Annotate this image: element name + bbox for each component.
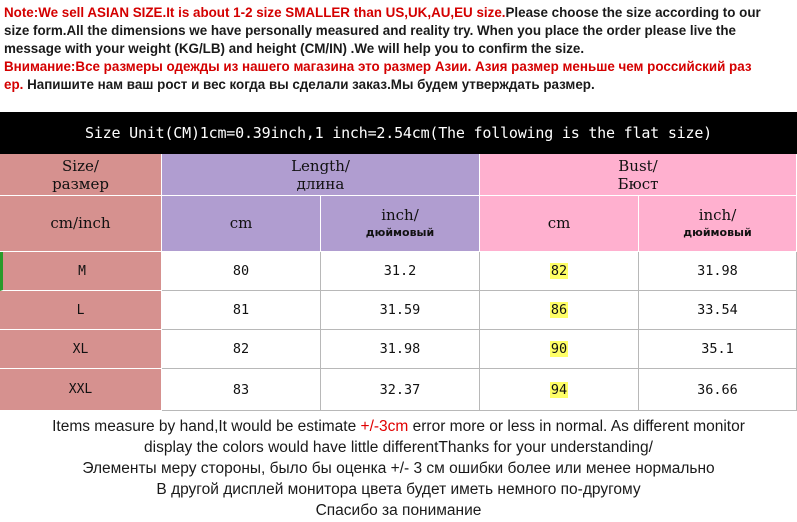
subheader-length-inch (321, 196, 480, 252)
header-bust-ru: Бюст (617, 174, 659, 193)
cell-length-inch: 31.98 (321, 330, 480, 369)
cell-length-inch: 31.2 (321, 252, 480, 291)
header-size (0, 154, 162, 196)
size-unit-header: Size Unit(CM)1cm=0.39inch,1 inch=2.54cm(The following is the flat size) (0, 112, 797, 154)
subheader-unit-label: cm/inch (50, 214, 111, 232)
disclaimer-en-a: Items measure by hand,It would be estimate (52, 418, 361, 435)
disclaimer-ru-thanks: Спасибо за понимание (315, 502, 482, 519)
subheader-bust-cm-label: cm (547, 214, 571, 232)
cell-size: M (0, 252, 162, 291)
cell-length-inch: 31.59 (321, 291, 480, 330)
size-notice (4, 4, 794, 94)
cell-length-cm: 83 (162, 369, 321, 411)
disclaimer-ru-2: В другой дисплей монитора цвета будет иметь немного по-другому (156, 481, 641, 498)
cell-bust-cm-value: 86 (550, 302, 568, 318)
disclaimer-en-2: display the colors would have little differentThanks for your understanding/ (144, 439, 653, 456)
notice-warning-ru-end: ер. (4, 77, 24, 92)
notice-instruction: Please choose the size according to our (505, 5, 761, 20)
subheader-bust-inch-label: inch/ (698, 205, 737, 224)
cell-bust-inch (639, 252, 797, 291)
subheader-bust-cm (480, 196, 639, 252)
cell-bust-inch: 35.1 (639, 330, 797, 369)
header-bust (480, 154, 797, 196)
header-size-ru: размер (52, 174, 109, 193)
cell-length-cm: 82 (162, 330, 321, 369)
cell-length-cm: 81 (162, 291, 321, 330)
subheader-unit (0, 196, 162, 252)
cell-bust-inch-value: 31.98 (697, 263, 738, 279)
notice-instruction-ru: Напишите нам ваш рост и вес когда вы сделали заказ.Мы будем утверждать размер. (23, 77, 595, 92)
cell-length-cm: 80 (162, 252, 321, 291)
subheader-length-inch-ru: дюймовый (365, 225, 435, 239)
cell-bust-cm-value: 82 (550, 263, 568, 279)
header-size-en: Size/ (62, 156, 99, 175)
disclaimer-en-b: error more or less in normal. As different monitor (408, 418, 745, 435)
notice-line-3: message with your weight (KG/LB) and height (CM/IN) .We will help you to confirm the size. (4, 41, 585, 56)
cell-bust-inch: 33.54 (639, 291, 797, 330)
notice-warning-en: Note:We sell ASIAN SIZE.It is about 1-2 size SMALLER than US,UK,AU,EU size. (4, 5, 506, 20)
disclaimer-ru-1: Элементы меру стороны, было бы оценка +/- 3 см ошибки более или менее нормально (82, 460, 715, 477)
header-length-ru: длина (296, 174, 345, 193)
measurement-disclaimer (0, 412, 797, 522)
cell-size: XL (0, 330, 162, 369)
cell-bust-inch: 36.66 (639, 369, 797, 411)
subheader-bust-inch (639, 196, 797, 252)
disclaimer-tolerance: +/-3cm (360, 418, 409, 435)
notice-warning-ru: Внимание:Все размеры одежды из нашего магазина это размер Азии. Азия размер меньше чем российский раз (4, 59, 752, 74)
subheader-bust-inch-ru: дюймовый (683, 225, 752, 239)
cell-bust-cm-value: 90 (550, 341, 568, 357)
header-bust-en: Bust/ (618, 156, 658, 175)
subheader-length-cm (162, 196, 321, 252)
header-length-en: Length/ (291, 156, 350, 175)
cell-bust-cm (480, 330, 639, 369)
cell-length-inch: 32.37 (321, 369, 480, 411)
header-length (162, 154, 480, 196)
cell-size: XXL (0, 369, 162, 411)
cell-bust-cm (480, 291, 639, 330)
cell-bust-cm-value: 94 (550, 381, 568, 398)
notice-line-2: size form.All the dimensions we have personally measured and reality try. When you place the order please live the (4, 23, 737, 38)
subheader-length-cm-label: cm (229, 214, 253, 232)
cell-size: L (0, 291, 162, 330)
subheader-length-inch-label: inch/ (381, 205, 419, 224)
cell-bust-cm (480, 369, 639, 411)
cell-bust-cm (480, 252, 639, 291)
